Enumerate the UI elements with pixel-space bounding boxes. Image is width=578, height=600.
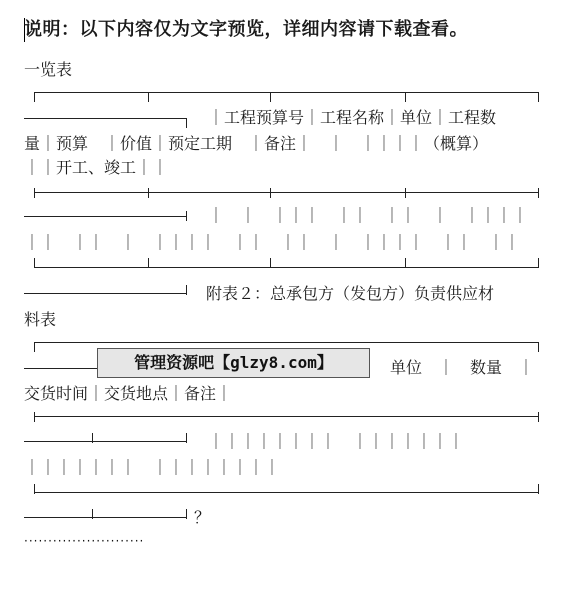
table1-short-rule <box>24 216 186 217</box>
table2-tick <box>92 509 93 519</box>
table2-row-line2: ｜｜｜｜｜｜｜ ｜｜｜｜｜｜｜｜ <box>24 458 281 477</box>
table1-bottom-border <box>34 267 538 268</box>
table1-tick <box>186 285 187 295</box>
table1-tick <box>270 188 271 198</box>
table2-bottom-border <box>34 492 538 493</box>
table1-header-line3: ｜｜开工、竣工｜｜ <box>24 158 169 177</box>
section2-title-line2: 料表 <box>24 310 57 329</box>
table2-tick <box>538 412 539 422</box>
table1-tick <box>186 211 187 221</box>
table1-tick <box>34 258 35 268</box>
end-mark: ？ <box>194 508 211 527</box>
table1-tick <box>148 188 149 198</box>
table2-tick <box>186 433 187 443</box>
table1-header-line1: ｜工程预算号｜工程名称｜单位｜工程数 <box>208 108 497 127</box>
section2-title-line1: 附表２：总承包方（发包方）负责供应材 <box>206 284 495 303</box>
table2-tick <box>34 484 35 494</box>
table2-header-partial: 单位 ｜ 数量 ｜ <box>390 358 535 377</box>
table1-tick <box>148 258 149 268</box>
table1-tick <box>186 118 187 128</box>
table1-short-rule <box>24 118 186 119</box>
table1-tick <box>270 258 271 268</box>
table1-row-line1: ｜ ｜ ｜｜｜ ｜｜ ｜｜ ｜ ｜｜｜｜ <box>208 206 529 225</box>
table1-tick <box>405 258 406 268</box>
table1-tick <box>538 258 539 268</box>
table2-short-rule <box>24 517 186 518</box>
table1-row-line2: ｜｜ ｜｜ ｜ ｜｜｜｜ ｜｜ ｜｜ ｜ ｜｜｜｜ ｜｜ ｜｜ <box>24 233 521 252</box>
table2-top-border <box>34 342 538 343</box>
table2-short-rule <box>24 441 186 442</box>
table1-tick <box>405 188 406 198</box>
table2-mid-border <box>34 416 538 417</box>
table2-tick <box>186 509 187 519</box>
watermark-banner: 管理资源吧【glzy8.com】 <box>97 348 370 378</box>
table1-short-rule <box>24 293 186 294</box>
table1-tick <box>34 188 35 198</box>
table1-tick <box>270 92 271 102</box>
table1-tick <box>538 188 539 198</box>
table1-mid-border <box>34 192 538 193</box>
table2-header-line2: 交货时间｜交货地点｜备注｜ <box>24 384 233 403</box>
table2-tick <box>34 412 35 422</box>
table2-tick <box>538 342 539 352</box>
table2-row-line1: ｜｜｜｜｜｜｜｜ ｜｜｜｜｜｜｜ <box>208 432 465 451</box>
table1-header-line2: 量｜预算 ｜价值｜预定工期 ｜备注｜ ｜ ｜｜｜｜（概算） <box>24 134 489 153</box>
table1-tick <box>405 92 406 102</box>
dotted-separator: ························· <box>24 534 145 548</box>
notice-text: 说明：以下内容仅为文字预览，详细内容请下载查看。 <box>24 19 468 40</box>
table1-tick <box>34 92 35 102</box>
section1-title: 一览表 <box>24 60 73 79</box>
table1-tick <box>538 92 539 102</box>
table1-tick <box>148 92 149 102</box>
table1-top-border <box>34 92 538 93</box>
table2-tick <box>34 342 35 352</box>
table2-tick <box>538 484 539 494</box>
table2-short-rule <box>24 368 104 369</box>
table2-tick <box>92 433 93 443</box>
